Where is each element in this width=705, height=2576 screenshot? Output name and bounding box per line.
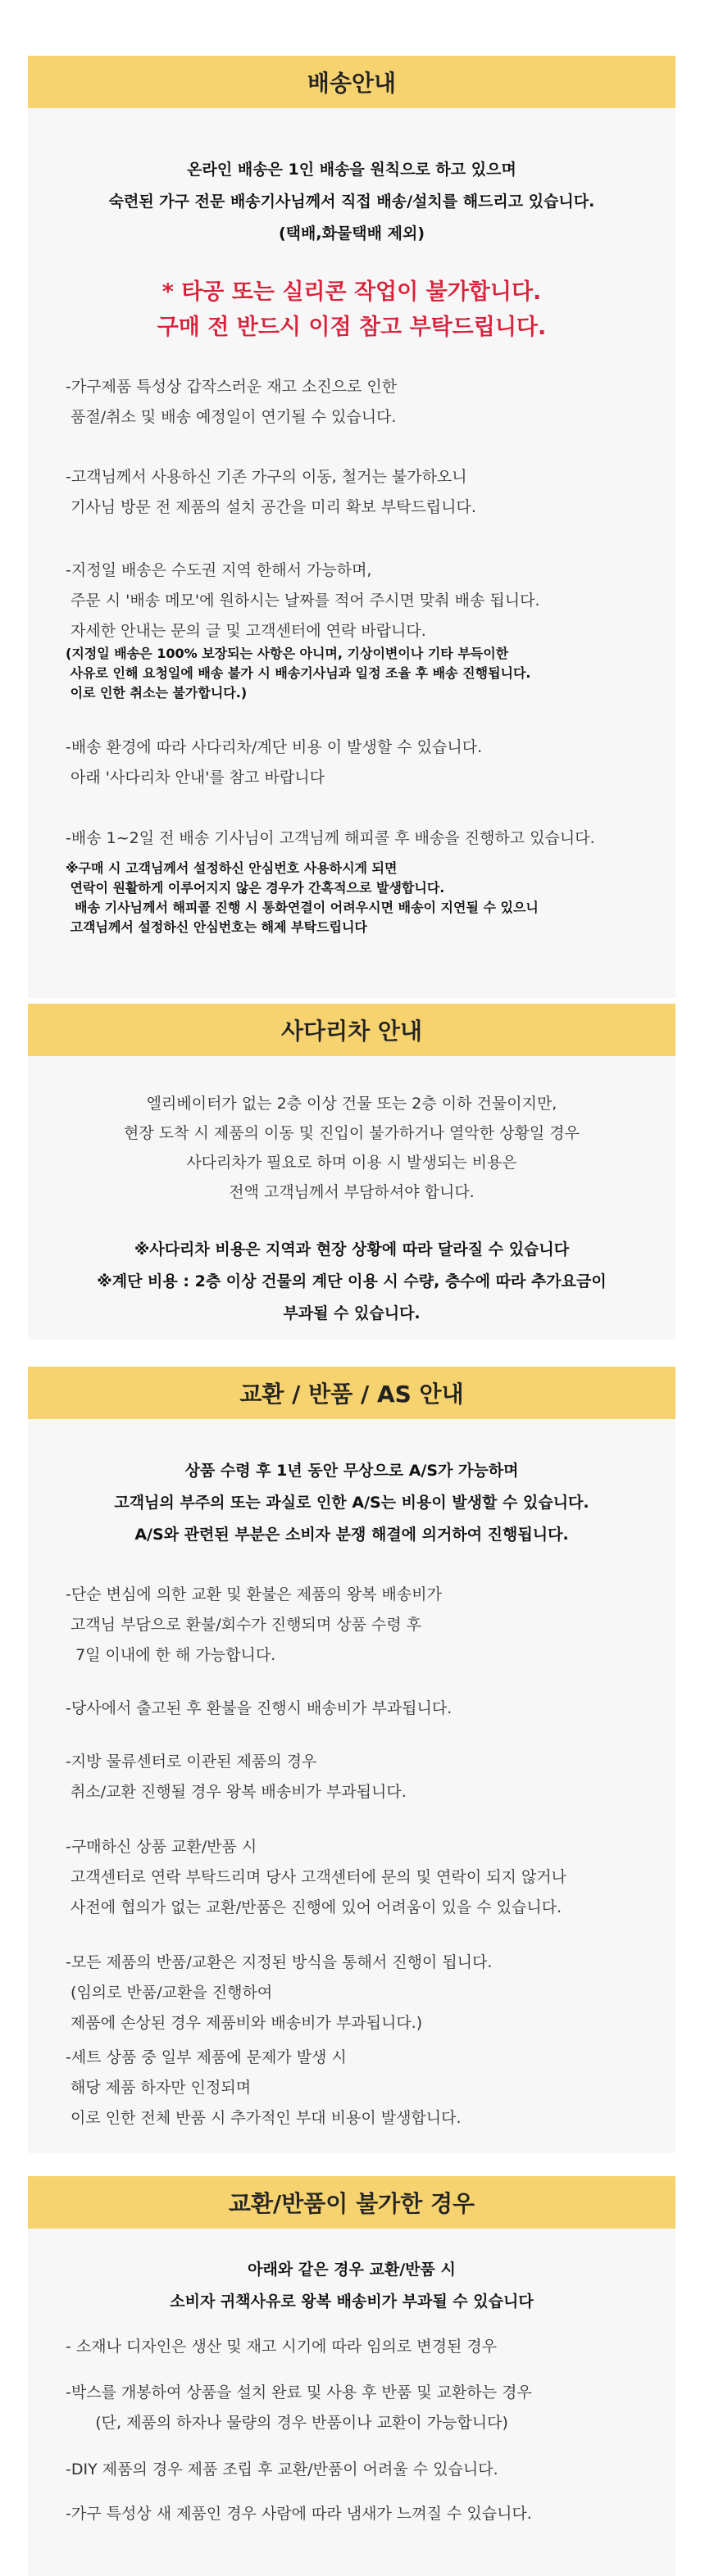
note-line: (단, 제품의 하자나 물량의 경우 반품이나 교환이 가능합니다): [66, 2414, 508, 2432]
fine-print-line: 이로 인한 취소는 불가합니다.): [66, 685, 248, 701]
intro-line: 소비자 귀책사유로 왕복 배송비가 부과될 수 있습니다: [170, 2293, 534, 2311]
intro-line: A/S와 관련된 부분은 소비자 분쟁 해결에 의거하여 진행됩니다.: [134, 1526, 569, 1544]
note-line: (임의로 반품/교환을 진행하여: [66, 1984, 273, 2002]
note-line: -가구제품 특성상 갑작스러운 재고 소진으로 인한: [66, 378, 398, 396]
note-line: 해당 제품 하자만 인정되며: [66, 2079, 252, 2097]
delivery-note: [66, 556, 675, 646]
not-allowed-note: [66, 2332, 675, 2362]
ladder-note-line: ※계단 비용 : 2층 이상 건물의 계단 이용 시 수량, 층수에 따라 추가요금이: [97, 1272, 607, 1290]
note-line: -지방 물류센터로 이관된 제품의 경우: [66, 1753, 317, 1771]
delivery-warning: [28, 274, 675, 345]
intro-line: (택배,화물택배 제외): [278, 224, 425, 243]
exchange-note: [66, 1747, 675, 1807]
note-line: 이로 인한 전체 반품 시 추가적인 부대 비용이 발생합니다.: [66, 2109, 462, 2127]
exchange-note: [66, 1832, 675, 1923]
section-title: 사다리차 안내: [28, 1004, 675, 1056]
note-line: -가구 특성상 새 제품인 경우 사람에 따라 냄새가 느껴질 수 있습니다.: [66, 2505, 532, 2523]
exchange-note: [66, 1948, 675, 2039]
ladder-section: [28, 1004, 675, 1340]
delivery-fine-print: [66, 859, 675, 937]
note-line: -박스를 개봉하여 상품을 설치 완료 및 사용 후 반품 및 교환하는 경우: [66, 2383, 532, 2401]
delivery-fine-print: [66, 644, 675, 703]
note-line: 품절/취소 및 배송 예정일이 연기될 수 있습니다.: [66, 408, 397, 426]
note-line: 고객님 부담으로 환불/회수가 진행되며 상품 수령 후: [66, 1616, 422, 1634]
note-line: -모든 제품의 반품/교환은 지정된 방식을 통해서 진행이 됩니다.: [66, 1953, 493, 1971]
not-allowed-note: [66, 2455, 675, 2485]
exchange-section: [28, 1367, 675, 2153]
note-line: -단순 변심에 의한 교환 및 환불은 제품의 왕복 배송비가: [66, 1585, 442, 1603]
note-line: -DIY 제품의 경우 제품 조립 후 교환/반품이 어려울 수 있습니다.: [66, 2460, 498, 2478]
warning-line: 구매 전 반드시 이점 참고 부탁드립니다.: [157, 315, 547, 340]
ladder-note-line: 부과될 수 있습니다.: [283, 1304, 421, 1322]
intro-line: 숙련된 가구 전문 배송기사님께서 직접 배송/설치를 해드리고 있습니다.: [108, 193, 595, 211]
ladder-intro: [28, 1089, 675, 1207]
note-line: -구매하신 상품 교환/반품 시: [66, 1838, 257, 1856]
delivery-note: [66, 372, 675, 433]
note-line: -지정일 배송은 수도권 지역 한해서 가능하며,: [66, 561, 372, 579]
exchange-note: [66, 1580, 675, 1671]
delivery-section: [28, 56, 675, 998]
note-line: 7일 이내에 한 해 가능합니다.: [66, 1646, 276, 1664]
note-line: -배송 1~2일 전 배송 기사님이 고객님께 해피콜 후 배송을 진행하고 있습니다.: [66, 829, 595, 847]
note-line: -배송 환경에 따라 사다리차/계단 비용 이 발생할 수 있습니다.: [66, 738, 483, 756]
warning-line: * 타공 또는 실리콘 작업이 불가합니다.: [161, 279, 542, 305]
section-title: 교환 / 반품 / AS 안내: [28, 1367, 675, 1419]
delivery-note: [66, 462, 675, 523]
intro-line: 전액 고객님께서 부담하셔야 합니다.: [229, 1183, 475, 1201]
delivery-intro: [28, 154, 675, 250]
fine-print-line: 사유로 인해 요청일에 배송 불가 시 배송기사님과 일정 조율 후 배송 진행됩니다.: [66, 665, 531, 681]
ladder-note-line: ※사다리차 비용은 지역과 현장 상황에 따라 달라질 수 있습니다: [134, 1240, 570, 1259]
exchange-intro: [28, 1455, 675, 1551]
delivery-note: [66, 732, 675, 793]
fine-print-line: 배송 기사님께서 해피콜 진행 시 통화연결이 어려우시면 배송이 지연될 수 있으니: [66, 900, 539, 915]
fine-print-line: ※구매 시 고객님께서 설정하신 안심번호 사용하시게 되면: [66, 860, 398, 876]
intro-line: 엘리베이터가 없는 2층 이상 건물 또는 2층 이하 건물이지만,: [146, 1095, 557, 1113]
note-line: -당사에서 출고된 후 환불을 진행시 배송비가 부과됩니다.: [66, 1699, 453, 1717]
intro-line: 아래와 같은 경우 교환/반품 시: [248, 2261, 456, 2279]
exchange-note: [66, 1694, 675, 1724]
intro-line: 고객님의 부주의 또는 과실로 인한 A/S는 비용이 발생할 수 있습니다.: [114, 1494, 589, 1512]
not-allowed-note: [66, 2378, 675, 2438]
note-line: 취소/교환 진행될 경우 왕복 배송비가 부과됩니다.: [66, 1783, 407, 1801]
note-line: 아래 '사다리차 안내'를 참고 바랍니다: [66, 769, 325, 787]
fine-print-line: (지정일 배송은 100% 보장되는 사항은 아니며, 기상이변이나 기타 부득이한: [66, 646, 509, 661]
note-line: 기사님 방문 전 제품의 설치 공간을 미리 확보 부탁드립니다.: [66, 498, 476, 516]
not-allowed-note: [66, 2499, 675, 2529]
intro-line: 현장 도착 시 제품의 이동 및 진입이 불가하거나 열악한 상황일 경우: [124, 1124, 580, 1142]
note-line: 주문 시 '배송 메모'에 원하시는 날짜를 적어 주시면 맞춰 배송 됩니다.: [66, 592, 540, 610]
not-allowed-section: [28, 2176, 675, 2576]
intro-line: 사다리차가 필요로 하며 이용 시 발생되는 비용은: [186, 1154, 517, 1172]
fine-print-line: 연락이 원활하게 이루어지지 않은 경우가 간혹적으로 발생합니다.: [66, 880, 445, 896]
section-title: 교환/반품이 불가한 경우: [28, 2176, 675, 2229]
intro-line: 온라인 배송은 1인 배송을 원칙으로 하고 있으며: [187, 161, 516, 179]
note-line: - 소재나 디자인은 생산 및 재고 시기에 따라 임의로 변경된 경우: [66, 2338, 498, 2356]
note-line: 고객센터로 연락 부탁드리며 당사 고객센터에 문의 및 연락이 되지 않거나: [66, 1868, 567, 1886]
ladder-notes: [28, 1234, 675, 1330]
note-line: 자세한 안내는 문의 글 및 고객센터에 연락 바랍니다.: [66, 622, 426, 640]
note-line: -세트 상품 중 일부 제품에 문제가 발생 시: [66, 2048, 347, 2066]
not-allowed-intro: [28, 2254, 675, 2318]
delivery-note: [66, 823, 675, 854]
fine-print-line: 고객님께서 설정하신 안심번호는 해제 부탁드립니다: [66, 919, 367, 935]
intro-line: 상품 수령 후 1년 동안 무상으로 A/S가 가능하며: [184, 1462, 519, 1480]
note-line: 사전에 협의가 없는 교환/반품은 진행에 있어 어려움이 있을 수 있습니다.: [66, 1898, 562, 1916]
section-title: 배송안내: [28, 56, 675, 108]
note-line: 제품에 손상된 경우 제품비와 배송비가 부과됩니다.): [66, 2014, 423, 2032]
exchange-note: [66, 2043, 675, 2134]
note-line: -고객님께서 사용하신 기존 가구의 이동, 철거는 불가하오니: [66, 468, 467, 486]
